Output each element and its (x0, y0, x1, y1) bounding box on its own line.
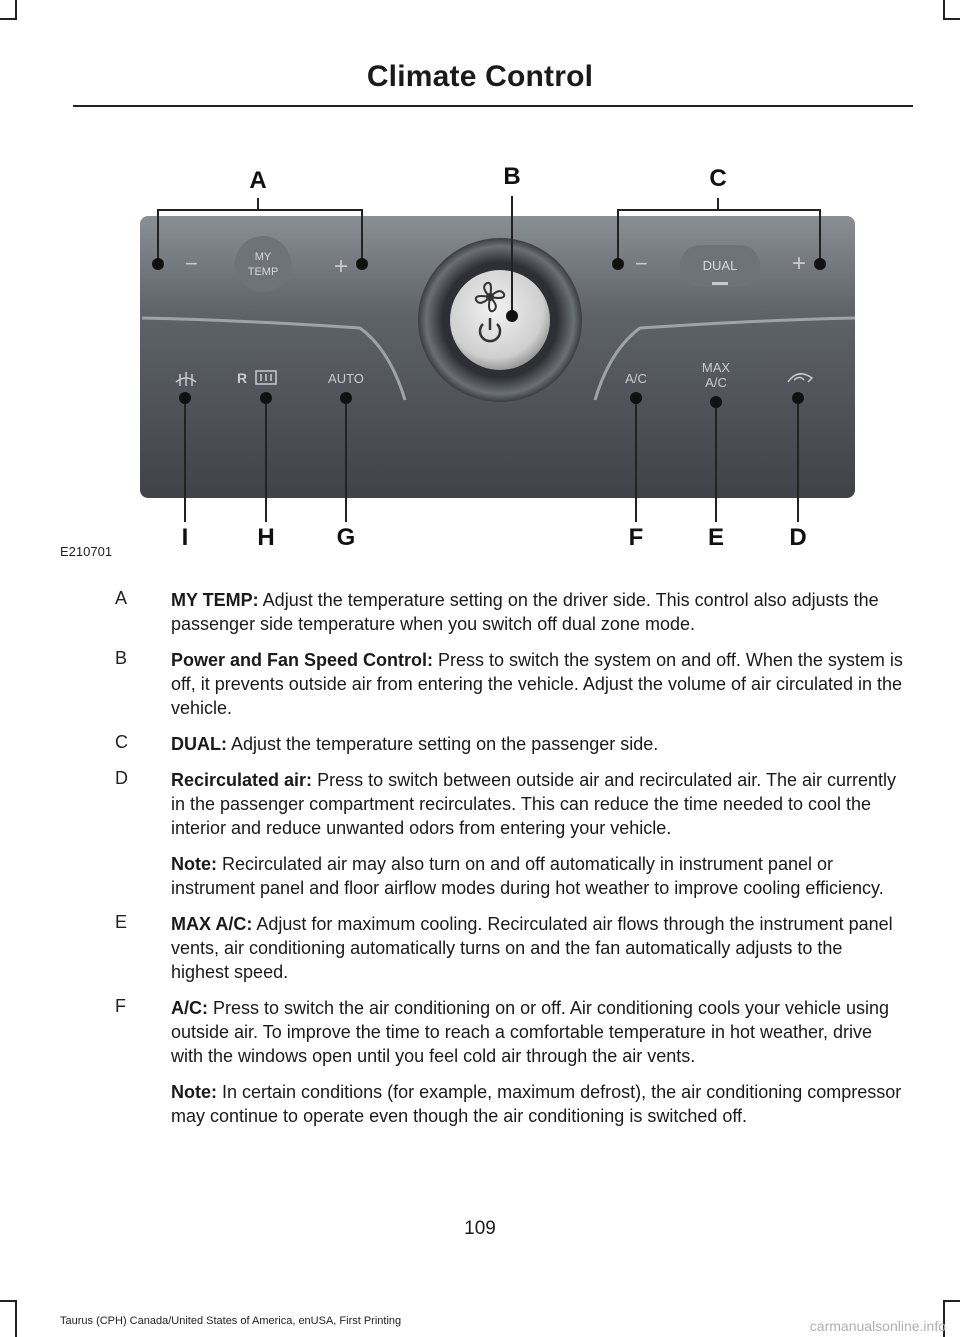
footer-text: Taurus (CPH) Canada/United States of America, enUSA, First Printing (60, 1315, 402, 1327)
item-description (171, 912, 905, 984)
my-temp-button[interactable] (235, 236, 291, 292)
item-letter: D (115, 768, 128, 788)
item-body: Adjust the temperature setting on the passenger side. (227, 734, 659, 754)
page-number: 109 (464, 1218, 496, 1239)
crop-mark-top-left-h (0, 18, 17, 20)
item-description (171, 996, 905, 1068)
item-note (171, 852, 905, 900)
ac-label: A/C (625, 371, 647, 386)
temp-up-left-label: + (334, 253, 349, 280)
my-temp-label-line2: TEMP (247, 266, 279, 278)
item-description (171, 648, 905, 720)
item-term: A/C: (171, 998, 208, 1018)
my-temp-label-line1: MY (254, 251, 272, 263)
item-term: DUAL: (171, 734, 227, 754)
item-note (171, 1080, 905, 1128)
item-list (115, 588, 905, 1140)
dual-indicator (712, 282, 728, 285)
callout-b: B (503, 163, 521, 190)
item-body: Press to switch the air conditioning on or off. Air conditioning cools your vehicle using outside air. To improve the time to reach a comfortable temperature in hot weather, drive with the windows open until you feel cold air through the air vents. (171, 998, 890, 1066)
item-description (171, 588, 905, 636)
climate-control-figure (60, 150, 910, 570)
callout-h: H (257, 524, 275, 551)
title-rule (73, 105, 913, 107)
fan-power-knob[interactable] (450, 270, 550, 370)
item-letter: C (115, 732, 128, 752)
watermark: carmanualsonline.info (809, 1318, 946, 1334)
item-body: Press to switch the system on and off. When the system is off, it prevents outside air from entering the vehicle. Adjust the volume of air circulated in the vehicle. (171, 650, 903, 718)
item-term: Recirculated air: (171, 770, 313, 790)
crop-mark-top-right-v (943, 0, 945, 20)
callout-d: D (789, 524, 807, 551)
list-item (115, 912, 905, 984)
max-ac-label-line1: MAX (701, 360, 731, 375)
callout-a: A (249, 167, 267, 194)
item-body: Adjust the temperature setting on the driver side. This control also adjusts the passenger side temperature when you switch off dual zone mode. (171, 590, 879, 634)
crop-mark-top-right-h (943, 18, 960, 20)
item-letter: B (115, 648, 128, 668)
item-term: MAX A/C: (171, 914, 253, 934)
crop-mark-bottom-left-v (15, 1300, 17, 1337)
callout-g: G (336, 524, 356, 551)
crop-mark-bottom-left-h (0, 1300, 17, 1302)
temp-down-right-label: − (635, 251, 648, 276)
crop-mark-bottom-right-h (943, 1300, 960, 1302)
list-item (115, 732, 905, 756)
crop-mark-top-left-v (15, 0, 17, 20)
item-letter: F (115, 996, 126, 1016)
item-body: Adjust for maximum cooling. Recirculated air flows through the instrument panel vents, air conditioning automatically turns on and the fan automatically adjusts to the highest speed. (171, 914, 893, 982)
note-body: In certain conditions (for example, maximum defrost), the air conditioning compressor may continue to operate even though the air conditioning is switched off. (171, 1082, 902, 1126)
note-label: Note: (171, 854, 217, 874)
note-body: Recirculated air may also turn on and off automatically in instrument panel or instrument panel and floor airflow modes during hot weather to improve cooling efficiency. (171, 854, 884, 898)
climate-panel-illustration (60, 150, 910, 570)
item-body: Press to switch between outside air and recirculated air. The air currently in the passenger compartment recirculates. This can reduce the time needed to cool the interior and reduce unwanted odors from entering your vehicle. (171, 770, 897, 838)
list-item (115, 768, 905, 900)
callout-e: E (707, 524, 725, 551)
item-description (171, 732, 905, 756)
auto-label: AUTO (328, 371, 364, 386)
figure-id: E210701 (60, 544, 113, 559)
temp-up-right-label: + (792, 250, 807, 277)
rear-defrost-label: R (237, 370, 248, 386)
item-letter: E (115, 912, 128, 932)
temp-down-left-label: − (185, 251, 198, 276)
item-letter: A (115, 588, 128, 608)
list-item (115, 648, 905, 720)
callout-i: I (181, 524, 189, 551)
page-title: Climate Control (366, 60, 594, 93)
max-ac-label-line2: A/C (705, 375, 727, 390)
note-label: Note: (171, 1082, 217, 1102)
item-term: Power and Fan Speed Control: (171, 650, 434, 670)
list-item (115, 588, 905, 636)
dual-label: DUAL (702, 258, 738, 273)
item-term: MY TEMP: (171, 590, 259, 610)
callout-f: F (628, 524, 644, 551)
item-description (171, 768, 905, 840)
list-item (115, 996, 905, 1128)
callout-c: C (709, 165, 727, 192)
